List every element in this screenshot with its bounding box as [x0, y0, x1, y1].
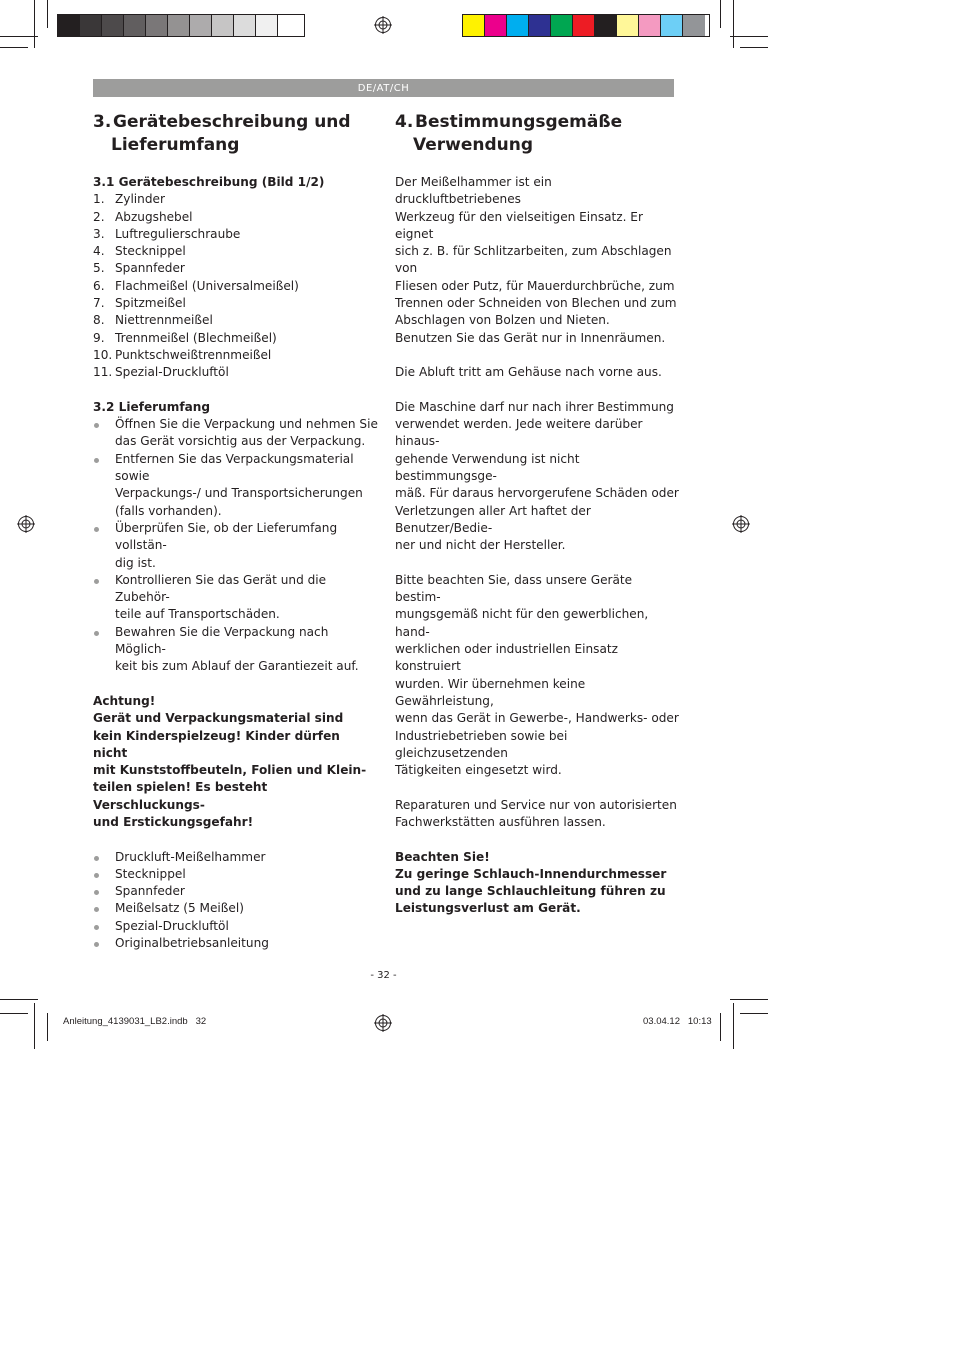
text-line: sich z. B. für Schlitzarbeiten, zum Abschlagen von [395, 244, 672, 276]
item-text [115, 624, 378, 676]
text-line: Abschlagen von Bolzen und Nieten. [395, 313, 610, 328]
item-number: 4. [93, 244, 105, 259]
text-line: mungsgemäß nicht für den gewerblichen, hand- [395, 607, 649, 639]
item-number: 8. [93, 313, 105, 328]
bullet-icon [93, 416, 115, 451]
bullet-icon [93, 866, 115, 883]
list-item [93, 866, 378, 883]
item-number: 3. [93, 226, 105, 241]
bullet-icon [93, 451, 115, 520]
list-item [93, 416, 378, 451]
section-3-body [93, 174, 378, 952]
text-line: Meißelsatz (5 Meißel) [115, 901, 244, 916]
registration-mark-icon [732, 515, 750, 533]
text-line: teile auf Transportschäden. [115, 607, 280, 622]
text-line: werklichen oder industriellen Einsatz konstruiert [395, 642, 618, 674]
item-text [115, 918, 229, 935]
note-line: Zu geringe Schlauch-Innendurchmesser [395, 866, 667, 881]
list-item [93, 918, 378, 935]
paragraph-gap [395, 779, 680, 796]
text-line: Kontrollieren Sie das Gerät und die Zubehör- [115, 572, 327, 605]
text-line: Öffnen Sie die Verpackung und nehmen Sie [115, 417, 378, 432]
gray-swatch [190, 15, 212, 36]
paragraph [395, 572, 680, 780]
item-number: 7. [93, 296, 105, 311]
gray-swatch [212, 15, 234, 36]
item-label: Spitzmeißel [115, 296, 186, 311]
text-line: Spezial-Druckluftöl [115, 918, 229, 933]
footer-date-info: 03.04.12 10:13 [643, 1016, 712, 1027]
paragraph [395, 364, 680, 381]
warning-line: Gerät und Verpackungsmaterial sind [93, 711, 344, 726]
page-number: - 32 - [370, 970, 397, 981]
bullet-icon [93, 520, 115, 572]
note-notice [395, 849, 680, 918]
text-line: Druckluft-Meißelhammer [115, 849, 266, 864]
paragraph [395, 797, 680, 832]
text-line: Bitte beachten Sie, dass unsere Geräte bestim- [395, 572, 633, 605]
section-3-title-line2: Lieferumfang [111, 135, 240, 155]
list-item [93, 364, 378, 381]
color-swatch [617, 15, 639, 36]
item-label: Zylinder [115, 192, 165, 207]
list-item [93, 520, 378, 572]
text-line: Tätigkeiten eingesetzt wird. [395, 763, 562, 778]
text-line: Spannfeder [115, 884, 185, 899]
item-text [115, 866, 186, 883]
list-item [93, 226, 378, 243]
list-item [93, 624, 378, 676]
paragraph-gap [395, 347, 680, 364]
item-text [115, 883, 185, 900]
crop-mark [0, 999, 38, 1000]
item-label: Abzugshebel [115, 209, 193, 224]
item-label: Niettrennmeißel [115, 313, 213, 328]
language-label: DE/AT/CH [357, 82, 410, 94]
crop-mark [0, 36, 38, 37]
section-4-number: 4. [395, 112, 414, 132]
crop-mark [720, 0, 721, 28]
list-item [93, 209, 378, 226]
list-item [93, 330, 378, 347]
item-number: 5. [93, 261, 105, 276]
text-line: ner und nicht der Hersteller. [395, 538, 566, 553]
item-label: Spannfeder [115, 261, 185, 276]
warning-line: und Erstickungsgefahr! [93, 814, 254, 829]
subsection-3-2-heading: 3.2 Lieferumfang [93, 399, 211, 414]
item-label: Luftregulierschraube [115, 226, 241, 241]
footer-file-info: Anleitung_4139031_LB2.indb 32 [63, 1016, 207, 1027]
parts-list [93, 191, 378, 381]
text-line: Stecknippel [115, 866, 186, 881]
item-text [115, 572, 378, 624]
bullet-icon [93, 572, 115, 624]
color-calibration-bar [462, 14, 710, 37]
language-header-band [93, 79, 674, 97]
crop-mark [0, 47, 28, 48]
bullet-icon [93, 624, 115, 676]
color-swatch [463, 15, 485, 36]
item-number: 1. [93, 192, 105, 207]
gray-swatch [58, 15, 80, 36]
bullet-icon [93, 849, 115, 866]
list-item [93, 278, 378, 295]
text-line: Der Meißelhammer ist ein druckluftbetriebenes [395, 175, 552, 207]
list-item [93, 935, 378, 952]
registration-mark-icon [374, 1014, 392, 1032]
item-label: Trennmeißel (Blechmeißel) [115, 330, 277, 345]
item-text [115, 900, 244, 917]
text-line: Überprüfen Sie, ob der Lieferumfang vollstän- [115, 520, 338, 553]
item-number: 6. [93, 278, 105, 293]
text-line: Bewahren Sie die Verpackung nach Möglich- [115, 624, 329, 657]
item-label: Punktschweißtrennmeißel [115, 347, 272, 362]
delivery-scope-list [93, 849, 378, 953]
item-number: 2. [93, 209, 105, 224]
section-4-title-line2: Verwendung [413, 135, 534, 155]
paragraph-gap [395, 555, 680, 572]
item-label: Flachmeißel (Universalmeißel) [115, 278, 299, 293]
crop-mark [733, 0, 734, 48]
list-item [93, 260, 378, 277]
item-text [115, 520, 378, 572]
text-line: (falls vorhanden). [115, 503, 222, 518]
item-number: 10. [93, 347, 113, 362]
item-number: 11. [93, 365, 113, 380]
list-item [93, 849, 378, 866]
section-3-title-line1: Gerätebeschreibung und [113, 112, 351, 132]
text-line: Verpackungs-/ und Transportsicherungen [115, 486, 363, 501]
list-item [93, 347, 378, 364]
text-line: das Gerät vorsichtig aus der Verpackung. [115, 434, 366, 449]
item-text [115, 849, 265, 866]
list-item [93, 191, 378, 208]
subsection-3-1-heading: 3.1 Gerätebeschreibung (Bild 1/2) [93, 175, 325, 189]
item-number: 9. [93, 330, 105, 345]
text-line: Benutzen Sie das Gerät nur in Innenräumen. [395, 330, 666, 345]
section-4-heading [395, 111, 685, 157]
text-line: Werkzeug für den vielseitigen Einsatz. Er eignet [395, 209, 643, 241]
paragraph-gap [395, 382, 680, 399]
text-line: keit bis zum Ablauf der Garantiezeit auf. [115, 659, 359, 674]
section-4-body [395, 174, 680, 918]
gray-swatch [102, 15, 124, 36]
crop-mark [730, 999, 768, 1000]
paragraph [395, 174, 680, 347]
warning-line: teilen spielen! Es besteht Verschluckungs- [93, 780, 268, 812]
color-swatch [573, 15, 595, 36]
text-line: verwendet werden. Jede weitere darüber hinaus- [395, 417, 643, 449]
note-line: Beachten Sie! [395, 849, 490, 864]
text-line: Die Maschine darf nur nach ihrer Bestimmung [395, 399, 674, 414]
list-item [93, 451, 378, 520]
text-line: wenn das Gerät in Gewerbe-, Handwerks- oder [395, 711, 679, 726]
text-line: wurden. Wir übernehmen keine Gewährleistung, [395, 676, 586, 708]
gray-swatch [80, 15, 102, 36]
warning-notice [93, 693, 378, 831]
paragraph [395, 399, 680, 555]
item-text [115, 451, 378, 520]
list-item [93, 572, 378, 624]
crop-mark [47, 1013, 48, 1041]
crop-mark [730, 36, 768, 37]
note-line: Leistungsverlust am Gerät. [395, 901, 581, 916]
gray-swatch [124, 15, 146, 36]
crop-mark [0, 1013, 28, 1014]
note-line: und zu lange Schlauchleitung führen zu [395, 884, 666, 899]
crop-mark [34, 0, 35, 48]
crop-mark [47, 0, 48, 28]
crop-mark [740, 47, 768, 48]
text-line: Die Abluft tritt am Gehäuse nach vorne aus. [395, 365, 662, 380]
text-line: gehende Verwendung ist nicht bestimmungsge- [395, 451, 580, 484]
warning-line: mit Kunststoffbeuteln, Folien und Klein- [93, 763, 367, 778]
section-3-number: 3. [93, 112, 112, 132]
text-line: Trennen oder Schneiden von Blechen und zum [395, 296, 677, 311]
item-text [115, 416, 378, 451]
paragraph-gap [395, 831, 680, 848]
text-line: dig ist. [115, 555, 156, 570]
list-item [93, 295, 378, 312]
grayscale-calibration-bar [57, 14, 305, 37]
crop-mark [34, 1003, 35, 1049]
text-line: Fliesen oder Putz, für Mauerdurchbrüche, zum [395, 278, 675, 293]
color-swatch [529, 15, 551, 36]
section-3-heading [93, 111, 383, 157]
list-item [93, 243, 378, 260]
list-item [93, 900, 378, 917]
color-swatch [639, 15, 661, 36]
registration-mark-icon [374, 16, 392, 34]
crop-mark [720, 1013, 721, 1041]
color-swatch [551, 15, 573, 36]
list-item [93, 883, 378, 900]
item-text [115, 935, 269, 952]
crop-mark [740, 1013, 768, 1014]
unpacking-steps-list [93, 416, 378, 675]
bullet-icon [93, 918, 115, 935]
color-swatch [595, 15, 617, 36]
text-line: Fachwerkstätten ausführen lassen. [395, 814, 606, 829]
bullet-icon [93, 935, 115, 952]
registration-mark-icon [17, 515, 35, 533]
gray-swatch [278, 15, 300, 36]
gray-swatch [168, 15, 190, 36]
text-line: Reparaturen und Service nur von autorisierten [395, 797, 677, 812]
color-swatch [661, 15, 683, 36]
text-line: Verletzungen aller Art haftet der Benutzer/Bedie- [395, 503, 591, 535]
color-swatch [683, 15, 705, 36]
color-swatch [485, 15, 507, 36]
text-line: Industriebetrieben sowie bei gleichzusetzenden [395, 728, 568, 760]
warning-line: Achtung! [93, 693, 156, 708]
item-label: Stecknippel [115, 244, 186, 259]
gray-swatch [256, 15, 278, 36]
list-item [93, 312, 378, 329]
gray-swatch [146, 15, 168, 36]
item-label: Spezial-Druckluftöl [115, 365, 229, 380]
text-line: Originalbetriebsanleitung [115, 936, 269, 951]
gray-swatch [234, 15, 256, 36]
section-4-title-line1: Bestimmungsgemäße [415, 112, 623, 132]
text-line: Entfernen Sie das Verpackungsmaterial sowie [115, 451, 354, 484]
color-swatch [507, 15, 529, 36]
bullet-icon [93, 900, 115, 917]
crop-mark [733, 1003, 734, 1049]
warning-line: kein Kinderspielzeug! Kinder dürfen nicht [93, 728, 340, 760]
text-line: mäß. Für daraus hervorgerufene Schäden oder [395, 486, 679, 501]
bullet-icon [93, 883, 115, 900]
